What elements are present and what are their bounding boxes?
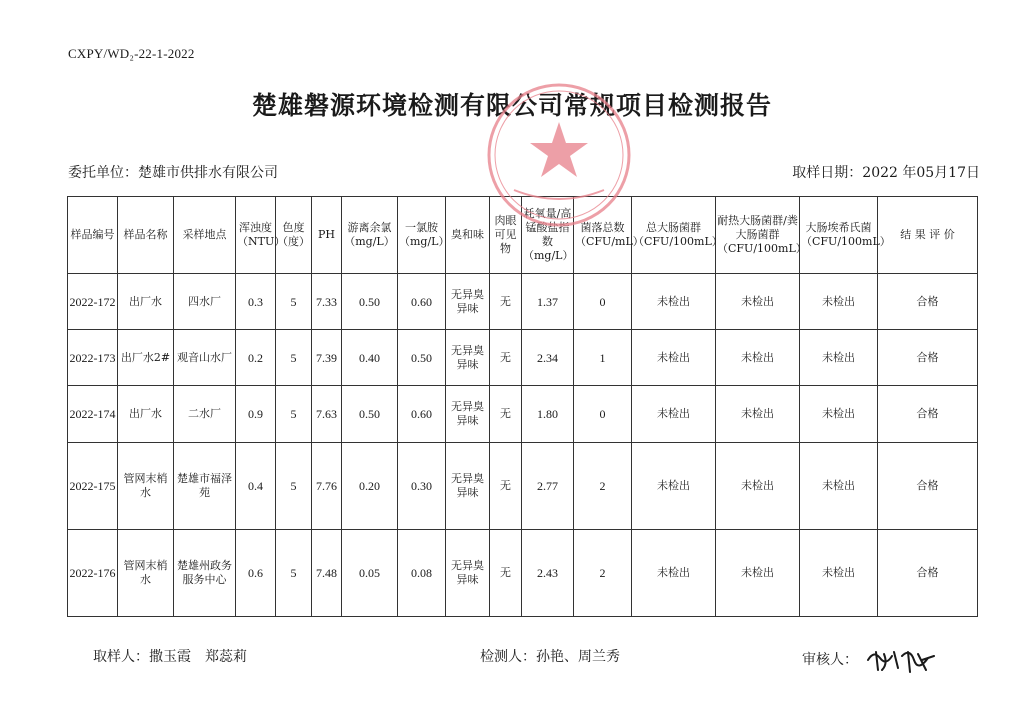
table-cell: 1.37	[522, 274, 574, 330]
table-cell: 0.05	[342, 530, 398, 617]
table-cell: 2022-175	[68, 443, 118, 530]
table-cell: 0.40	[342, 330, 398, 386]
table-cell: 未检出	[800, 386, 878, 443]
table-cell: 0.50	[398, 330, 446, 386]
table-cell: 0.9	[236, 386, 276, 443]
table-cell: 二水厂	[174, 386, 236, 443]
table-cell: 0.4	[236, 443, 276, 530]
table-cell: 无异臭异味	[446, 274, 490, 330]
table-cell: 0.60	[398, 274, 446, 330]
report-title: 楚雄磐源环境检测有限公司常规项目检测报告	[251, 91, 772, 120]
table-cell: 未检出	[632, 274, 716, 330]
table-cell: 出厂水	[118, 274, 174, 330]
table-cell: 5	[276, 530, 312, 617]
table-cell: 2.34	[522, 330, 574, 386]
table-cell: 无	[490, 274, 522, 330]
handwritten-signature-icon	[864, 646, 938, 674]
table-cell: 0.08	[398, 530, 446, 617]
table-cell: 0.30	[398, 443, 446, 530]
table-cell: 未检出	[716, 443, 800, 530]
table-cell: 2.43	[522, 530, 574, 617]
column-header: 耐热大肠菌群/粪大肠菌群（CFU/100mL）	[716, 197, 800, 274]
table-row	[68, 386, 978, 443]
table-cell: 2	[574, 530, 632, 617]
table-cell: 未检出	[716, 386, 800, 443]
client-unit: 委托单位：楚雄市供排水有限公司	[68, 165, 278, 181]
table-cell: 5	[276, 330, 312, 386]
table-cell: 出厂水2#	[118, 330, 174, 386]
table-cell: 0	[574, 386, 632, 443]
reviewer-label: 审核人：	[802, 652, 858, 668]
table-cell: 7.76	[312, 443, 342, 530]
table-cell: 合格	[878, 274, 978, 330]
table-cell: 管网末梢水	[118, 443, 174, 530]
table-cell: 楚雄市福泽苑	[174, 443, 236, 530]
table-cell: 无	[490, 330, 522, 386]
column-header: PH	[312, 197, 342, 274]
table-cell: 无异臭异味	[446, 386, 490, 443]
table-cell: 0.60	[398, 386, 446, 443]
table-row	[68, 443, 978, 530]
table-cell: 出厂水	[118, 386, 174, 443]
table-cell: 2	[574, 443, 632, 530]
table-cell: 0.50	[342, 386, 398, 443]
column-header: 肉眼可见物	[490, 197, 522, 274]
table-cell: 无	[490, 443, 522, 530]
table-cell: 观音山水厂	[174, 330, 236, 386]
column-header: 样品名称	[118, 197, 174, 274]
column-header: 耗氧量/高锰酸盐指数（mg/L）	[522, 197, 574, 274]
table-cell: 1.80	[522, 386, 574, 443]
column-header: 游离余氯（mg/L）	[342, 197, 398, 274]
table-cell: 5	[276, 386, 312, 443]
table-cell: 未检出	[716, 274, 800, 330]
table-cell: 0	[574, 274, 632, 330]
table-cell: 2022-172	[68, 274, 118, 330]
table-cell: 未检出	[632, 443, 716, 530]
table-cell: 7.33	[312, 274, 342, 330]
table-cell: 2022-173	[68, 330, 118, 386]
table-row	[68, 274, 978, 330]
table-cell: 无异臭异味	[446, 443, 490, 530]
column-header: 采样地点	[174, 197, 236, 274]
column-header: 结 果 评 价	[878, 197, 978, 274]
table-cell: 合格	[878, 330, 978, 386]
sampler-signature: 取样人：撒玉霞 郑蕊莉	[93, 649, 247, 665]
column-header: 浑浊度（NTU）	[236, 197, 276, 274]
table-cell: 未检出	[800, 274, 878, 330]
table-cell: 合格	[878, 386, 978, 443]
table-cell: 合格	[878, 530, 978, 617]
tester-signature: 检测人：孙艳、周兰秀	[480, 649, 620, 665]
table-cell: 未检出	[716, 530, 800, 617]
table-cell: 无	[490, 386, 522, 443]
table-cell: 未检出	[800, 330, 878, 386]
column-header: 菌落总数（CFU/mL）	[574, 197, 632, 274]
column-header: 大肠埃希氏菌（CFU/100mL）	[800, 197, 878, 274]
table-cell: 5	[276, 274, 312, 330]
table-cell: 2022-176	[68, 530, 118, 617]
table-cell: 未检出	[800, 443, 878, 530]
column-header: 色度（度）	[276, 197, 312, 274]
table-cell: 2022-174	[68, 386, 118, 443]
table-cell: 0.20	[342, 443, 398, 530]
table-cell: 0.6	[236, 530, 276, 617]
table-cell: 未检出	[632, 386, 716, 443]
table-cell: 无异臭异味	[446, 530, 490, 617]
table-cell: 合格	[878, 443, 978, 530]
document-code: CXPY/WD₂-22-1-2022	[68, 46, 195, 61]
table-cell: 无	[490, 530, 522, 617]
table-cell: 7.63	[312, 386, 342, 443]
column-header: 一氯胺（mg/L）	[398, 197, 446, 274]
table-cell: 0.2	[236, 330, 276, 386]
table-cell: 无异臭异味	[446, 330, 490, 386]
reviewer-signature	[802, 646, 938, 674]
table-cell: 7.48	[312, 530, 342, 617]
table-header-row	[68, 197, 978, 274]
table-cell: 四水厂	[174, 274, 236, 330]
table-cell: 7.39	[312, 330, 342, 386]
table-cell: 2.77	[522, 443, 574, 530]
sampling-date: 取样日期：2022 年05月17日	[792, 165, 980, 181]
table-cell: 未检出	[800, 530, 878, 617]
table-row	[68, 530, 978, 617]
table-cell: 1	[574, 330, 632, 386]
table-cell: 未检出	[632, 530, 716, 617]
table-cell: 5	[276, 443, 312, 530]
column-header: 样品编号	[68, 197, 118, 274]
report-table	[67, 196, 978, 617]
column-header: 总大肠菌群（CFU/100mL）	[632, 197, 716, 274]
column-header: 臭和味	[446, 197, 490, 274]
table-cell: 0.50	[342, 274, 398, 330]
table-cell: 未检出	[632, 330, 716, 386]
table-cell: 未检出	[716, 330, 800, 386]
table-cell: 楚雄州政务服务中心	[174, 530, 236, 617]
table-row	[68, 330, 978, 386]
table-cell: 管网末梢水	[118, 530, 174, 617]
table-cell: 0.3	[236, 274, 276, 330]
